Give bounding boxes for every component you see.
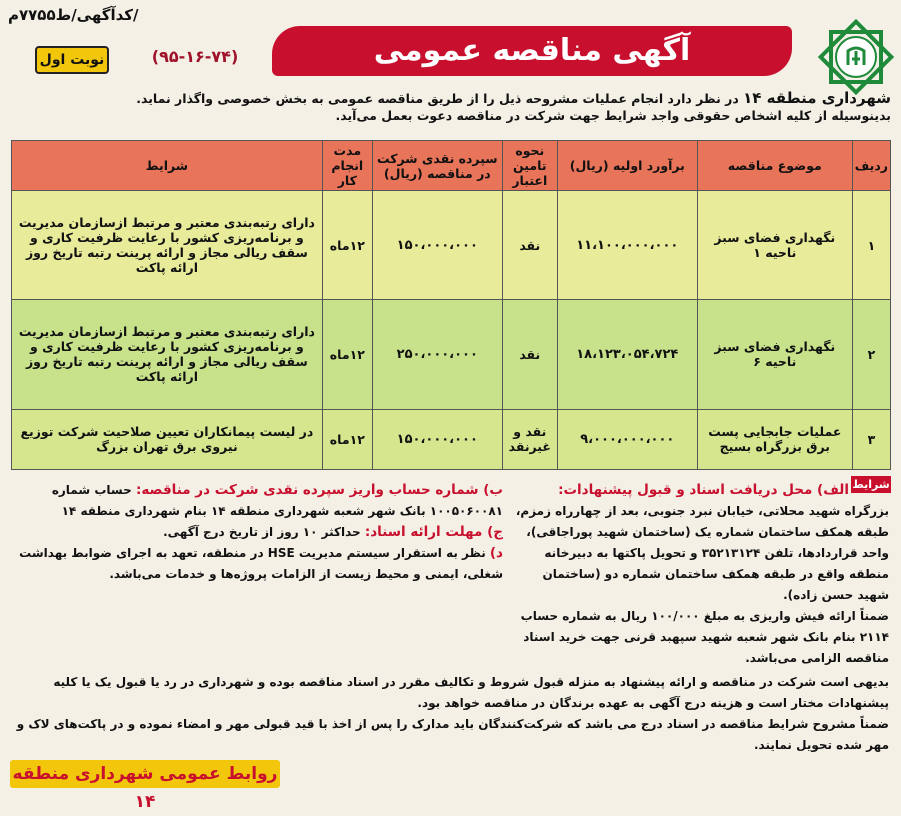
page-title: آگهی مناقصه عمومی	[272, 26, 792, 76]
cell-estimate: ۱۱،۱۰۰،۰۰۰،۰۰۰	[557, 191, 697, 300]
cell-deposit: ۲۵۰،۰۰۰،۰۰۰	[372, 300, 502, 409]
condition-a-note: ضمناً ارائه فیش واریزی به مبلغ ۱۰۰/۰۰۰ ریال به شماره حساب ۲۱۱۴ بنام بانک شهر شعبه شهید سپهبد قرنی جهت خرید اسناد مناقصه الزامی می‌باشد.	[520, 609, 889, 665]
condition-b	[13, 480, 503, 522]
condition-d-label: د)	[489, 545, 503, 561]
cell-deposit: ۱۵۰،۰۰۰،۰۰۰	[372, 191, 502, 300]
cell-conditions: دارای رتبه‌بندی معتبر و مرتبط ازسازمان مدیریت و برنامه‌ریزی کشور با رعایت ظرفیت کاری و سقف ریالی مجاز و ارائه پرینت رتبه تاریخ روز ارائه پاکت	[12, 300, 323, 409]
table-row	[12, 191, 891, 300]
conditions-tag: شرایط	[852, 478, 890, 491]
table-header-row	[12, 141, 891, 191]
cell-row: ۳	[852, 409, 890, 469]
cell-funding: نقد	[502, 300, 557, 409]
cell-row: ۲	[852, 300, 890, 409]
col-row: ردیف	[852, 141, 890, 191]
condition-b-text: حساب شماره ۱۰۰۵۰۶۰۰۸۱ بانک شهر شعبه شهرداری منطقه ۱۴ بنام شهرداری منطقه ۱۴	[51, 483, 503, 518]
condition-c-text: حداکثر ۱۰ روز از تاریخ درج آگهی.	[163, 525, 365, 539]
table-row	[12, 409, 891, 469]
condition-a-text: بزرگراه شهید محلاتی، خیابان نبرد جنوبی، بعد از چهارراه زمزم، طبقه همکف ساختمان شماره یک (ساختمان شهید پوراجاقی)، واحد قراردادها، تلفن ۳۵۲۱۳۱۲۴ و تحویل پاکتها به دبیرخانه منطقه واقع در طبقه همکف ساختمان شماره دو (ساختمان شهید حسن زاده).	[515, 504, 889, 602]
cell-duration: ۱۲ماه	[322, 191, 372, 300]
intro-line-1: در نظر دارد انجام عملیات مشروحه ذیل را از طریق مناقصه عمومی به بخش خصوصی واگذار نماید.	[136, 91, 744, 106]
cell-duration: ۱۲ماه	[322, 300, 372, 409]
footer-text	[12, 672, 889, 756]
municipality-name: شهرداری منطقه ۱۴	[743, 89, 891, 107]
ad-number: (۹۵-۱۶-۷۴)	[151, 47, 239, 66]
cell-subject: نگهداری فضای سبز ناحیه ۱	[697, 191, 852, 300]
footer-paragraph-1: بدیهی است شرکت در مناقصه و ارائه پیشنهاد به منزله قبول شروط و تکالیف مقرر در اسناد مناقصه بوده و شهرداری در رد یا قبول یک یا کلیه پیشنهادات مختار است و هزینه درج آگهی به عهده برندگان در مناقصه خواهد بود.	[53, 675, 889, 710]
cell-funding: نقد و غیرنقد	[502, 409, 557, 469]
cell-duration: ۱۲ماه	[322, 409, 372, 469]
col-conditions: شرایط	[12, 141, 323, 191]
condition-a-label: الف) محل دریافت اسناد و قبول پیشنهادات:	[558, 482, 849, 498]
tender-table	[11, 140, 891, 470]
cell-funding: نقد	[502, 191, 557, 300]
condition-d	[13, 543, 503, 585]
cell-estimate: ۱۸،۱۲۳،۰۵۴،۷۲۴	[557, 300, 697, 409]
condition-d-text: نظر به استقرار سیستم مدیریت HSE در منطقه، تعهد به اجرای ضوابط بهداشت شغلی، ایمنی و محیط زیست از الزامات پروژه‌ها و خدمات می‌باشد.	[19, 546, 503, 581]
public-relations-signature: روابط عمومی شهرداری منطقه ۱۴	[10, 760, 280, 788]
condition-a	[511, 480, 889, 606]
ad-code: کدآگهی/ط۷۷۵۵م/	[8, 6, 139, 24]
cell-estimate: ۹،۰۰۰،۰۰۰،۰۰۰	[557, 409, 697, 469]
cell-conditions: در لیست پیمانکاران تعیین صلاحیت شرکت توزیع نیروی برق تهران بزرگ	[12, 409, 323, 469]
cell-deposit: ۱۵۰،۰۰۰،۰۰۰	[372, 409, 502, 469]
col-deposit: سپرده نقدی شرکت در مناقصه (ریال)	[372, 141, 502, 191]
intro-text	[12, 90, 891, 124]
col-estimate: برآورد اولیه (ریال)	[557, 141, 697, 191]
conditions-left-column	[13, 480, 503, 585]
col-subject: موضوع مناقصه	[697, 141, 852, 191]
cell-subject: نگهداری فضای سبز ناحیه ۶	[697, 300, 852, 409]
tehran-municipality-logo-icon	[817, 18, 895, 96]
cell-row: ۱	[852, 191, 890, 300]
table-row	[12, 300, 891, 409]
condition-c-label: ج) مهلت ارائه اسناد:	[364, 524, 503, 540]
cell-subject: عملیات جابجایی پست برق بزرگراه بسیج	[697, 409, 852, 469]
first-notice-badge: نوبت اول	[35, 46, 109, 74]
footer-paragraph-2: ضمناً مشروح شرایط مناقصه در اسناد درج می باشد که شرکت‌کنندگان باید مدارک را پس از اخذ با قید قبولی مهر و امضاء نموده و در پاکت‌های لاک و مهر شده تحویل نمایند.	[16, 717, 889, 752]
col-funding: نحوه تامین اعتبار	[502, 141, 557, 191]
intro-line-2: بدینوسیله از کلیه اشخاص حقوقی واجد شرایط جهت شرکت در مناقصه دعوت بعمل می‌آید.	[335, 108, 891, 123]
col-duration: مدت انجام کار	[322, 141, 372, 191]
condition-b-label: ب) شماره حساب واریز سپرده نقدی شرکت در مناقصه:	[135, 482, 503, 498]
cell-conditions: دارای رتبه‌بندی معتبر و مرتبط ازسازمان مدیریت و برنامه‌ریزی کشور با رعایت ظرفیت کاری و سقف ریالی مجاز و ارائه پرینت رتبه تاریخ روز ارائه پاکت	[12, 191, 323, 300]
condition-c	[13, 522, 503, 543]
conditions-right-column	[511, 480, 889, 669]
